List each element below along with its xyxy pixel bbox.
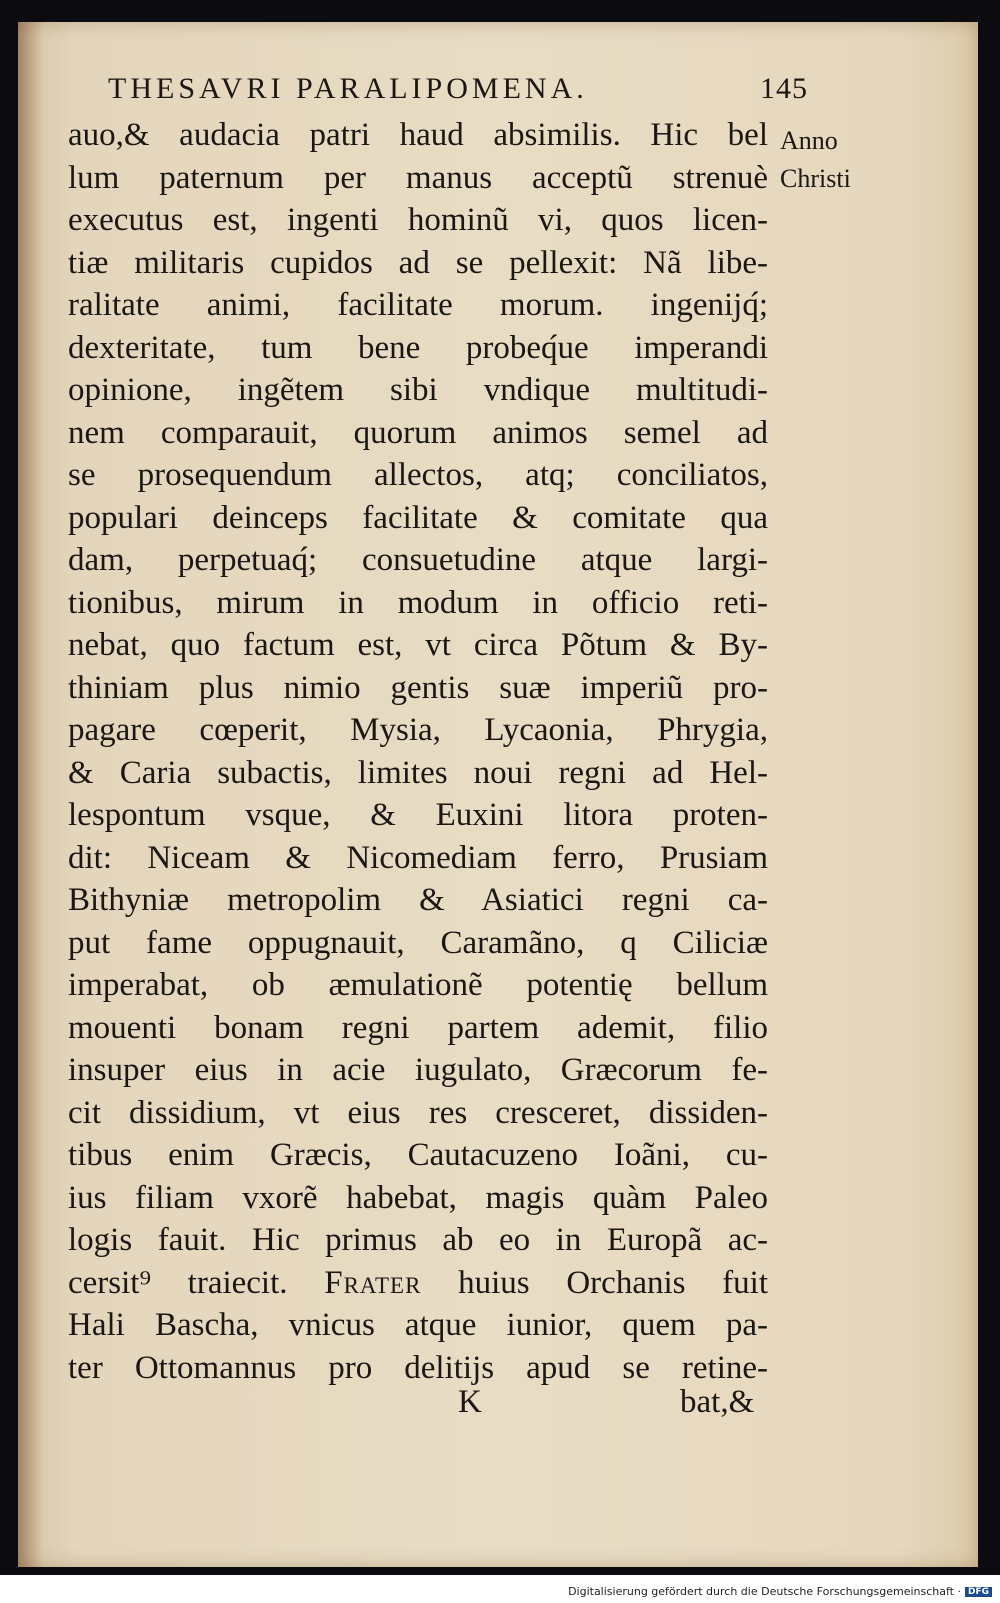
text-line: lespontum vsque, & Euxini litora proten- [68,797,768,833]
text-line: Hali Bascha, vnicus atque iunior, quem pa- [68,1307,768,1343]
digitization-credit [568,1585,992,1598]
text-line: ralitate animi, facilitate morum. ingenijq́; [68,287,768,323]
margin-note [780,122,890,198]
text-line: lum paternum per manus acceptũ strenuè [68,159,768,196]
text-line: mouenti bonam regni partem ademit, filio [68,1009,768,1046]
text-line: pagare cœperit, Mysia, Lycaonia, Phrygia, [68,712,768,748]
text-line: insuper eius in acie iugulato, Græcorum fe- [68,1052,768,1088]
text-line: dam, perpetuaq́; consuetudine atque largi- [68,542,768,578]
credit-text: Digitalisierung gefördert durch die Deutsche Forschungsgemeinschaft · [568,1585,961,1598]
text-line: & Caria subactis, limites noui regni ad Hel- [68,754,768,791]
text-line-start: cersit⁹ traiecit. [68,1264,288,1301]
text-line: se prosequendum allectos, atq; conciliatos, [68,457,768,493]
text-line: opinione, ingẽtem sibi vndique multitudi- [68,372,768,408]
text-line: tibus enim Græcis, Cautacuzeno Ioãni, cu- [68,1137,768,1173]
section-initial-word: Frater [324,1264,422,1301]
text-line: populari deinceps facilitate & comitate qua [68,499,768,536]
text-line: cit dissidium, vt eius res cresceret, dissiden- [68,1094,768,1131]
text-line: tiæ militaris cupidos ad se pellexit: Nã libe- [68,244,768,281]
text-line: thiniam plus nimio gentis suæ imperiũ pro- [68,669,768,706]
text-line: nem comparauit, quorum animos semel ad [68,414,768,451]
book-page [18,22,978,1567]
catchword: bat,& [680,1384,755,1420]
page-number: 145 [760,72,808,105]
text-line: dit: Niceam & Nicomediam ferro, Prusiam [68,839,768,876]
text-line: put fame oppugnauit, Caramãno, q Ciliciæ [68,924,768,961]
text-line [68,1262,768,1305]
running-head [108,72,808,112]
text-line: ter Ottomannus pro delitijs apud se retine- [68,1349,768,1386]
margin-note-line: Anno [780,126,838,155]
footer-bar [0,1575,1000,1603]
text-line: Bithyniæ metropolim & Asiatici regni ca- [68,882,768,918]
text-line: dexteritate, tum bene probeq́ue imperandi [68,329,768,366]
running-head-title: THESAVRI PARALIPOMENA. [108,72,588,105]
dfg-logo: DFG [965,1587,992,1597]
text-line: ius filiam vxorẽ habebat, magis quàm Paleo [68,1179,768,1216]
text-line: logis fauit. Hic primus ab eo in Europã ac- [68,1222,768,1258]
signature-mark: K [458,1384,482,1420]
text-line-end: huius Orchanis fuit [421,1264,768,1301]
margin-note-line: Christi [780,164,851,193]
body-text [68,114,768,1389]
text-line: nebat, quo factum est, vt circa Põtum & By- [68,627,768,663]
text-line: auo,& audacia patri haud absimilis. Hic bel [68,117,768,153]
text-line: tionibus, mirum in modum in officio reti- [68,584,768,621]
text-line: executus est, ingenti hominũ vi, quos licen- [68,202,768,238]
text-line: imperabat, ob æmulationẽ potentię bellum [68,967,768,1003]
